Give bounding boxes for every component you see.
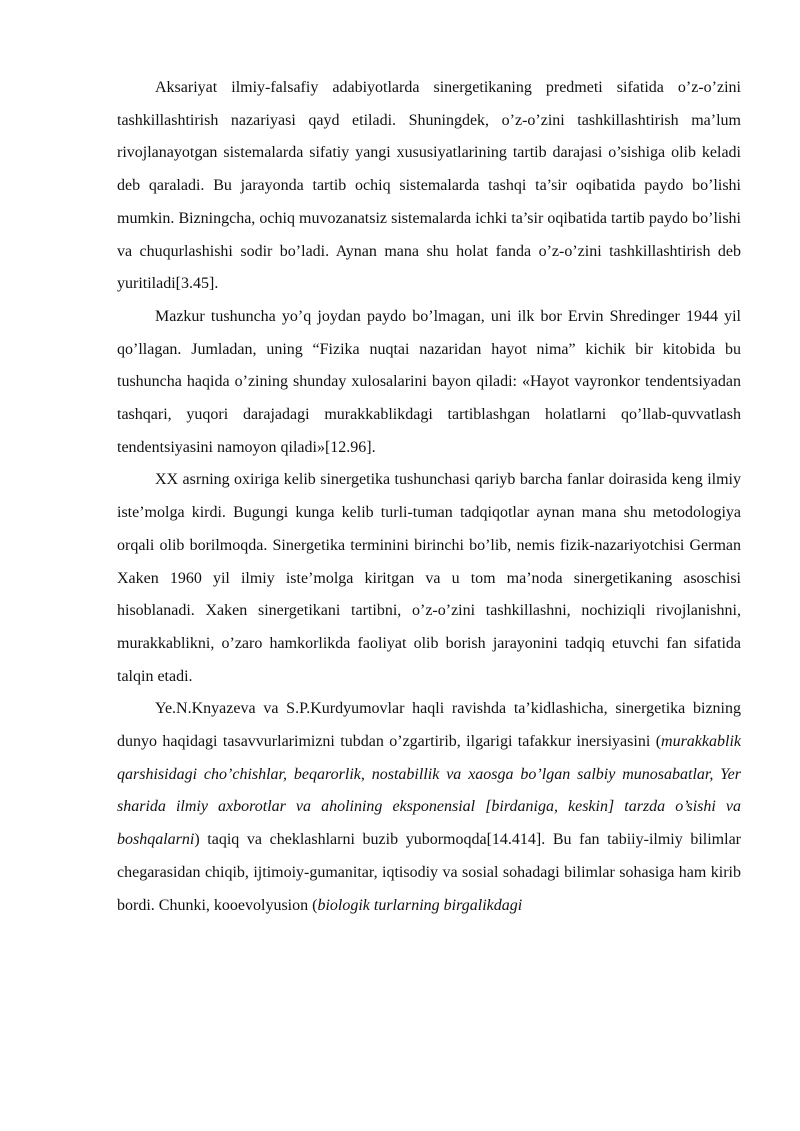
paragraph-4-text-a: Ye.N.Knyazeva va S.P.Kurdyumovlar haqli ravishda ta’kidlashicha, sinergetika bizning dunyo haqidagi tasavvurlarimizni tubdan o’zgartirib, ilgarigi tafakkur inersiyasini ( — [117, 700, 741, 751]
paragraph-3-text: XX asrning oxiriga kelib sinergetika tushunchasi qariyb barcha fanlar doirasida keng ilmiy iste’molga kirdi. Bugungi kunga kelib turli-tuman tadqiqotlar aynan mana shu metodologiya orqali olib borilmoqda. Sinergetika terminini birinchi bo’lib, nemis fizik-nazariyotchisi German Xaken 1960 yil ilmiy iste’molga kiritgan va u tom ma’noda sinergetikaning asoschisi hisoblanadi. Xaken sinergetikani tartibni, o’z-o’zini tashkillashni, nochiziqli rivojlanishni, murakkablikni, o’zaro hamkorlikda faoliyat olib borish jarayonini tadqiq etuvchi fan sifatida talqin etadi. — [117, 471, 741, 685]
paragraph-4-text-b: ) taqiq va cheklashlarni buzib yubormoqda[14.414]. Bu fan tabiiy-ilmiy bilimlar chegarasidan chiqib, ijtimoiy-gumanitar, iqtisodiy va sosial sohadagi bilimlar sohasiga ham kirib bordi. Chunki, kooevolyusion ( — [117, 831, 741, 914]
paragraph-4-italic-b: biologik turlarning birgalikdagi — [317, 896, 523, 914]
paragraph-3 — [117, 464, 741, 693]
paragraph-1 — [117, 72, 741, 301]
paragraph-4-italic-a: murakkablik qarshisidagi cho’chishlar, beqarorlik, nostabillik va xaosga bo’lgan salbiy munosabatlar, Yer sharida ilmiy axborotlar va aholining eksponensial [birdaniga, keskin] tarzda o’sishi va boshqalarni — [117, 733, 741, 849]
paragraph-2-text: Mazkur tushuncha yo’q joydan paydo bo’lmagan, uni ilk bor Ervin Shredinger 1944 yil qo’llagan. Jumladan, uning “Fizika nuqtai nazaridan hayot nima” kichik bir kitobida bu tushuncha haqida o’zining shunday xulosalarini bayon qiladi: «Hayot vayronkor tendentsiyadan tashqari, yuqori darajadagi murakkablikdagi tartiblashgan holatlarni qo’llab-quvvatlash tendentsiyasini namoyon qiladi»[12.96]. — [117, 307, 741, 456]
paragraph-1-text: Aksariyat ilmiy-falsafiy adabiyotlarda sinergetikaning predmeti sifatida o’z-o’zini tashkillashtirish nazariyasi qayd etiladi. Shuningdek, o’z-o’zini tashkillashtirish ma’lum rivojlanayotgan sistemalarda sifatiy yangi xususiyatlarining tartib darajasi o’sishiga olib keladi deb qaraladi. Bu jarayonda tartib ochiq sistemalarda tashqi ta’sir oqibatida paydo bo’lishi mumkin. Bizningcha, ochiq muvozanatsiz sistemalarda ichki ta’sir oqibatida tartib paydo bo’lishi va chuqurlashishi sodir bo’ladi. Aynan mana shu holat fanda o’z-o’zini tashkillashtirish deb yuritiladi[3.45]. — [117, 79, 741, 293]
paragraph-2 — [117, 301, 741, 465]
paragraph-4 — [117, 693, 741, 922]
document-page — [117, 72, 741, 922]
